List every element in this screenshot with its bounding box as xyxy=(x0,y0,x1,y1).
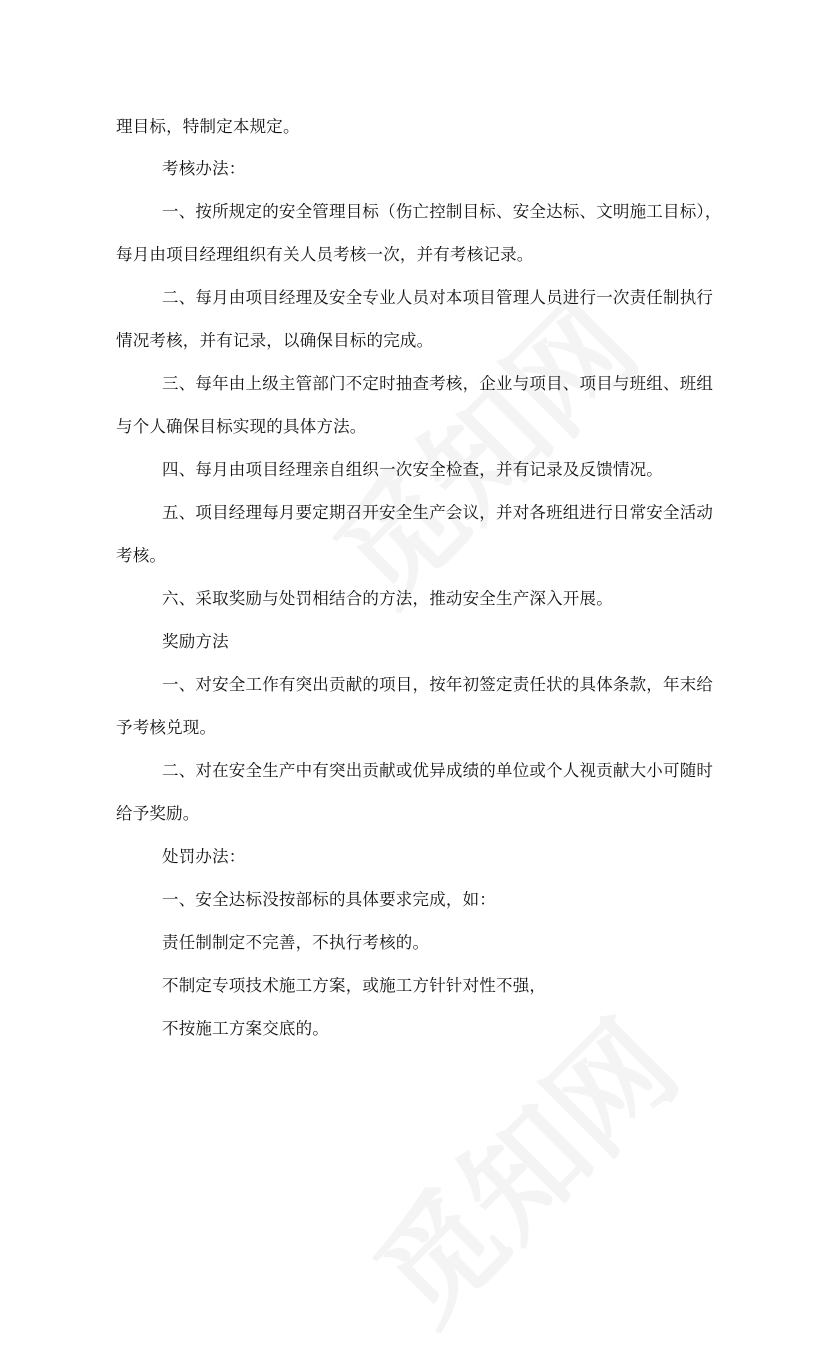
paragraph-line: 不按施工方案交底的。 xyxy=(162,1019,329,1038)
paragraph-line: 考核。 xyxy=(116,546,167,565)
paragraph-line: 二、对在安全生产中有突出贡献或优异成绩的单位或个人视贡献大小可随时 xyxy=(162,761,714,780)
paragraph-line: 一、按所规定的安全管理目标（伤亡控制目标、安全达标、文明施工目标）， xyxy=(162,202,722,221)
paragraph-line: 三、每年由上级主管部门不定时抽查考核，企业与项目、项目与班组、班组 xyxy=(162,374,714,393)
paragraph-line: 不制定专项技术施工方案，或施工方针针对性不强， xyxy=(162,976,547,995)
paragraph-line: 一、对安全工作有突出贡献的项目，按年初签定责任状的具体条款，年末给 xyxy=(162,675,714,694)
paragraph-line: 一、安全达标没按部标的具体要求完成，如： xyxy=(162,890,496,909)
paragraph-line: 予考核兑现。 xyxy=(116,718,217,737)
paragraph-line: 责任制制定不完善，不执行考核的。 xyxy=(162,933,430,952)
section-heading: 处罚办法： xyxy=(162,847,246,866)
paragraph-line: 与个人确保目标实现的具体方法。 xyxy=(116,417,367,436)
paragraph-line: 理目标，特制定本规定。 xyxy=(116,117,300,136)
watermark xyxy=(292,258,668,634)
paragraph-line: 给予奖励。 xyxy=(116,804,200,823)
paragraph-line: 每月由项目经理组织有关人员考核一次，并有考核记录。 xyxy=(116,245,534,264)
paragraph-line: 二、每月由项目经理及安全专业人员对本项目管理人员进行一次责任制执行 xyxy=(162,288,714,307)
paragraph-line: 六、采取奖励与处罚相结合的方法，推动安全生产深入开展。 xyxy=(162,589,613,608)
section-heading: 考核办法： xyxy=(162,159,246,178)
section-heading: 奖励方法 xyxy=(162,632,229,651)
paragraph-line: 五、项目经理每月要定期召开安全生产会议，并对各班组进行日常安全活动 xyxy=(162,503,714,522)
paragraph-line: 四、每月由项目经理亲自组织一次安全检查，并有记录及反馈情况。 xyxy=(162,460,663,479)
paragraph-line: 情况考核，并有记录，以确保目标的完成。 xyxy=(116,331,434,350)
